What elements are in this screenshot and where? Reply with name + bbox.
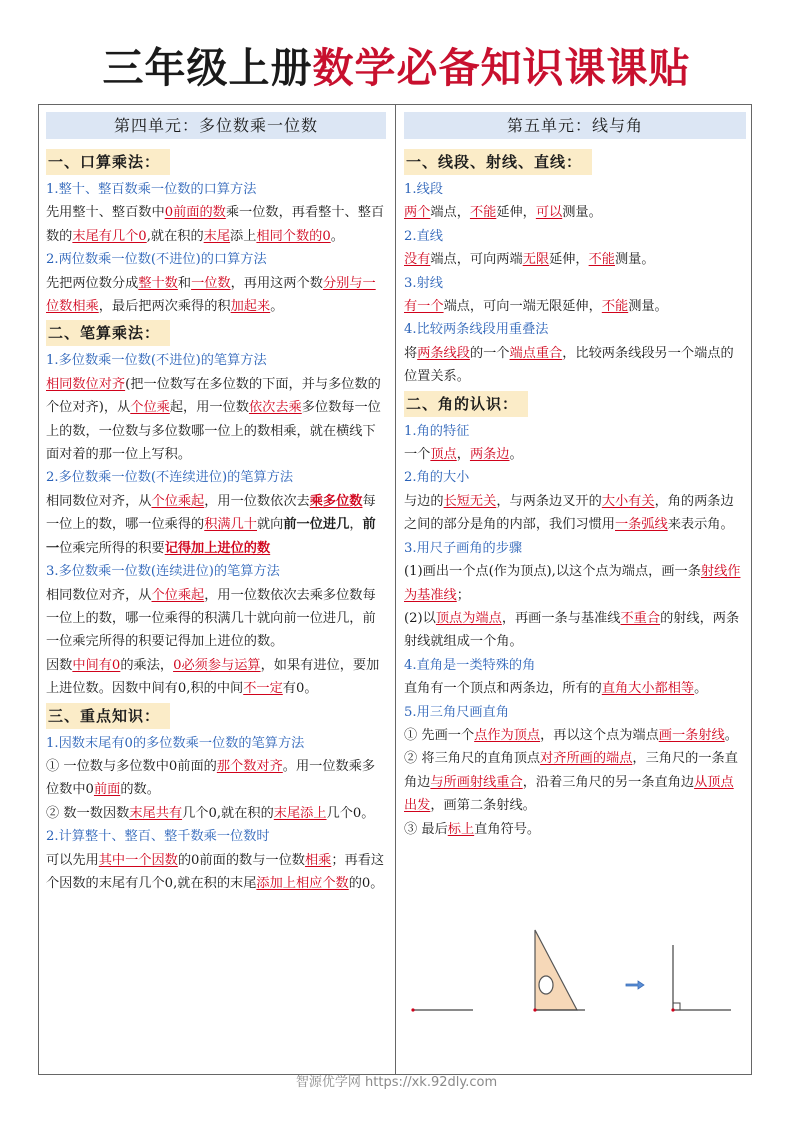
subtitle: 2.两位数乘一位数(不进位)的口算方法	[46, 252, 267, 268]
paragraph: 相同数位对齐，从个位乘起，用一位数依次去乘多位数每一位上的数，哪一位乘得的积满几十就向前一位进几，前一位乘完所得的积要记得加上进位的数	[46, 493, 376, 556]
set-square-icon	[535, 930, 577, 1010]
subtitle: 1.整十、整百数乘一位数的口算方法	[46, 182, 257, 197]
column-divider	[395, 104, 396, 1075]
paragraph: 先用整十、整百数中0前面的数乘一位数，再看整十、整百数的末尾有几个0,就在积的末尾添上相同个数的0。	[46, 205, 385, 244]
subtitle: 1.线段	[404, 182, 443, 197]
arrow-right-icon	[626, 981, 644, 989]
paragraph: 没有端点，可向两端无限延伸，不能测量。	[404, 252, 655, 268]
subtitle: 1.角的特征	[404, 423, 470, 439]
paragraph: ② 数一数因数末尾共有几个0,就在积的末尾添上几个0。	[46, 805, 375, 821]
subtitle: 3.多位数乘一位数(连续进位)的笔算方法	[46, 564, 280, 580]
paragraph: 与边的长短无关，与两条边叉开的大小有关，角的两条边之间的部分是角的内部，我们习惯用一条弧线来表示角。	[404, 493, 734, 533]
paragraph: 有一个端点，可向一端无限延伸，不能测量。	[404, 299, 668, 315]
right-column	[404, 112, 746, 841]
subtitle: 2.直线	[404, 228, 443, 244]
section-lines: 一、线段、射线、直线：	[404, 149, 592, 175]
subtitle: 2.计算整十、整百、整千数乘一位数时	[46, 829, 270, 845]
unit-5-header: 第五单元：线与角	[404, 112, 746, 139]
paragraph: 相同数位对齐(把一位数写在多位数的下面，并与多位数的个位对齐)，从个位乘起，用一位数依次去乘多位数每一位上的数，一位数与多位数哪一位上的数相乘，就在横线下面对着的那一位上写积。	[46, 376, 381, 463]
section-written-multiplication: 二、笔算乘法：	[46, 320, 170, 346]
page-title: 三年级上册数学必备知识课课贴	[102, 44, 691, 92]
right-angle-illustration	[405, 915, 745, 1025]
section-oral-multiplication: 一、口算乘法：	[46, 149, 170, 175]
section-angles: 二、角的认识：	[404, 391, 528, 417]
subtitle: 2.多位数乘一位数(不连续进位)的笔算方法	[46, 470, 294, 486]
paragraph: (2)以顶点为端点，再画一条与基准线不重合的射线，两条射线就组成一个角。	[404, 610, 740, 650]
paragraph: ① 一位数与多位数中0前面的那个数对齐。用一位数乘多位数中0前面的数。	[46, 758, 376, 798]
vertex-point	[411, 1008, 414, 1011]
subtitle: 3.用尺子画角的步骤	[404, 540, 523, 556]
subtitle: 4.比较两条线段用重叠法	[404, 322, 549, 338]
footer-watermark: 智源优学网 https://xk.92dly.com	[295, 1075, 498, 1090]
section-key-points: 三、重点知识：	[46, 703, 170, 729]
paragraph: 因数中间有0的乘法，0必须参与运算，如果有进位，要加上进位数。因数中间有0,积的中间不一定有0。	[46, 657, 380, 697]
subtitle: 3.射线	[404, 275, 443, 291]
paragraph: 直角有一个顶点和两条边，所有的直角大小都相等。	[404, 681, 708, 697]
subtitle: 5.用三角尺画直角	[404, 704, 509, 720]
left-column	[46, 112, 386, 895]
paragraph: ① 先画一个点作为顶点，再以这个点为端点画一条射线。	[404, 727, 738, 743]
paragraph: 两个端点，不能延伸，可以测量。	[404, 205, 602, 221]
paragraph: 将两条线段的一个端点重合，比较两条线段另一个端点的位置关系。	[404, 345, 734, 385]
subtitle: 1.多位数乘一位数(不进位)的笔算方法	[46, 353, 267, 369]
paragraph: 相同数位对齐，从个位乘起，用一位数依次去乘多位数每一位上的数，哪一位乘得的积满几十就向前一位进几，前一位乘完所得的积要记得加上进位的数。	[46, 587, 376, 650]
subtitle: 4.直角是一类特殊的角	[404, 657, 536, 673]
set-square-hole	[539, 976, 553, 994]
paragraph: 可以先用其中一个因数的0前面的数与一位数相乘；再看这个因数的末尾有几个0,就在积的末尾添加上相应个数的0。	[46, 852, 385, 891]
paragraph: 一个顶点，两条边。	[404, 447, 523, 463]
subtitle: 1.因数末尾有0的多位数乘一位数的笔算方法	[46, 735, 305, 751]
paragraph: (1)画出一个点(作为顶点),以这个点为端点，画一条射线作为基准线；	[404, 564, 741, 603]
paragraph: ③ 最后标上直角符号。	[404, 821, 541, 837]
paragraph: ② 将三角尺的直角顶点对齐所画的端点，三角尺的一条直角边与所画射线重合，沿着三角尺的另一条直角边从顶点出发，画第二条射线。	[404, 751, 738, 814]
subtitle: 2.角的大小	[404, 470, 470, 486]
paragraph: 先把两位数分成整十数和一位数，再用这两个数分别与一位数相乘，最后把两次乘得的积加起来。	[46, 275, 376, 315]
unit-4-header: 第四单元：多位数乘一位数	[46, 112, 386, 139]
